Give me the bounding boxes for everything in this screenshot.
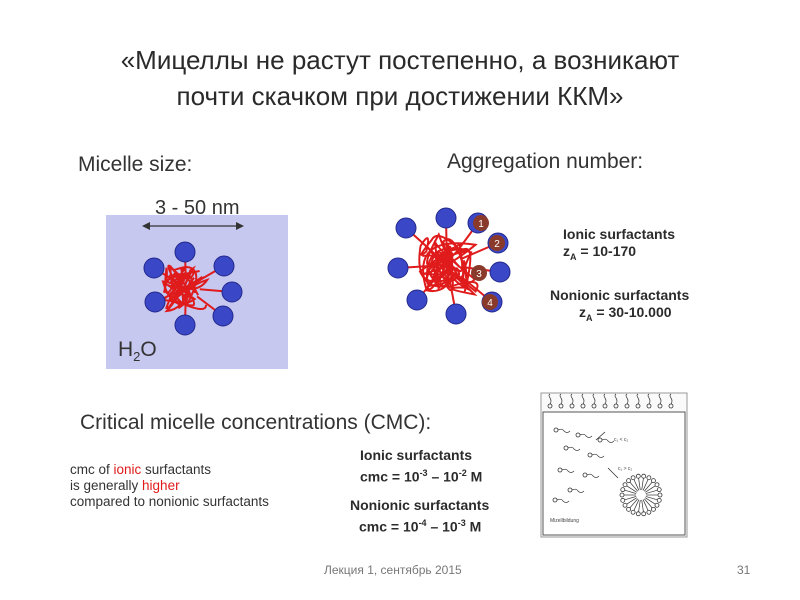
micelle-size-heading: Micelle size:	[78, 153, 193, 176]
number-badge-label: 4	[487, 298, 493, 309]
ionic-cmc-label: Ionic surfactants	[360, 447, 473, 463]
ionic-cmc-value: cmc = $10^{-3} - 10^{-2}$ M	[360, 468, 483, 485]
cmc-heading: Critical micelle concentrations (CMC):	[80, 411, 432, 434]
nonionic-aggregation-label: Nonionic surfactants	[550, 287, 690, 303]
scan-label-2: c₁ > c₂	[618, 466, 633, 472]
page-number: 31	[737, 563, 751, 577]
nonionic-cmc-label: Nonionic surfactants	[350, 497, 490, 513]
scan-label-1: c₁ < c₂	[614, 437, 629, 443]
title-line-2: почти скачком при достижении ККМ»	[176, 81, 624, 111]
water-label: $H_2O$	[118, 338, 157, 365]
cmc-line-3: compared to nonionic surfactants	[70, 494, 269, 509]
cmc-line-2: is generally higher	[70, 478, 180, 493]
aggregation-heading: Aggregation number:	[447, 150, 644, 173]
ionic-aggregation-value: $z_A = 10-170$	[563, 243, 637, 262]
number-badge-label: 3	[476, 269, 482, 280]
number-badge-label: 1	[478, 219, 484, 230]
footer-text: Лекция 1, сентябрь 2015	[324, 563, 462, 577]
title-line-1: «Мицеллы не растут постепенно, а возникают	[120, 45, 680, 75]
nonionic-aggregation-value: $z_A = 30-10.000$	[579, 304, 672, 323]
nonionic-cmc-value: cmc = $10^{-4} - 10^{-3}$ M	[359, 518, 482, 535]
cmc-line-1: cmc of ionic surfactants	[70, 462, 212, 477]
number-badge-label: 2	[494, 239, 500, 250]
scan-label-3: Mizellbildung	[550, 518, 579, 524]
ionic-aggregation-label: Ionic surfactants	[563, 226, 676, 242]
micelle-size-range: 3 - 50 nm	[155, 197, 240, 219]
